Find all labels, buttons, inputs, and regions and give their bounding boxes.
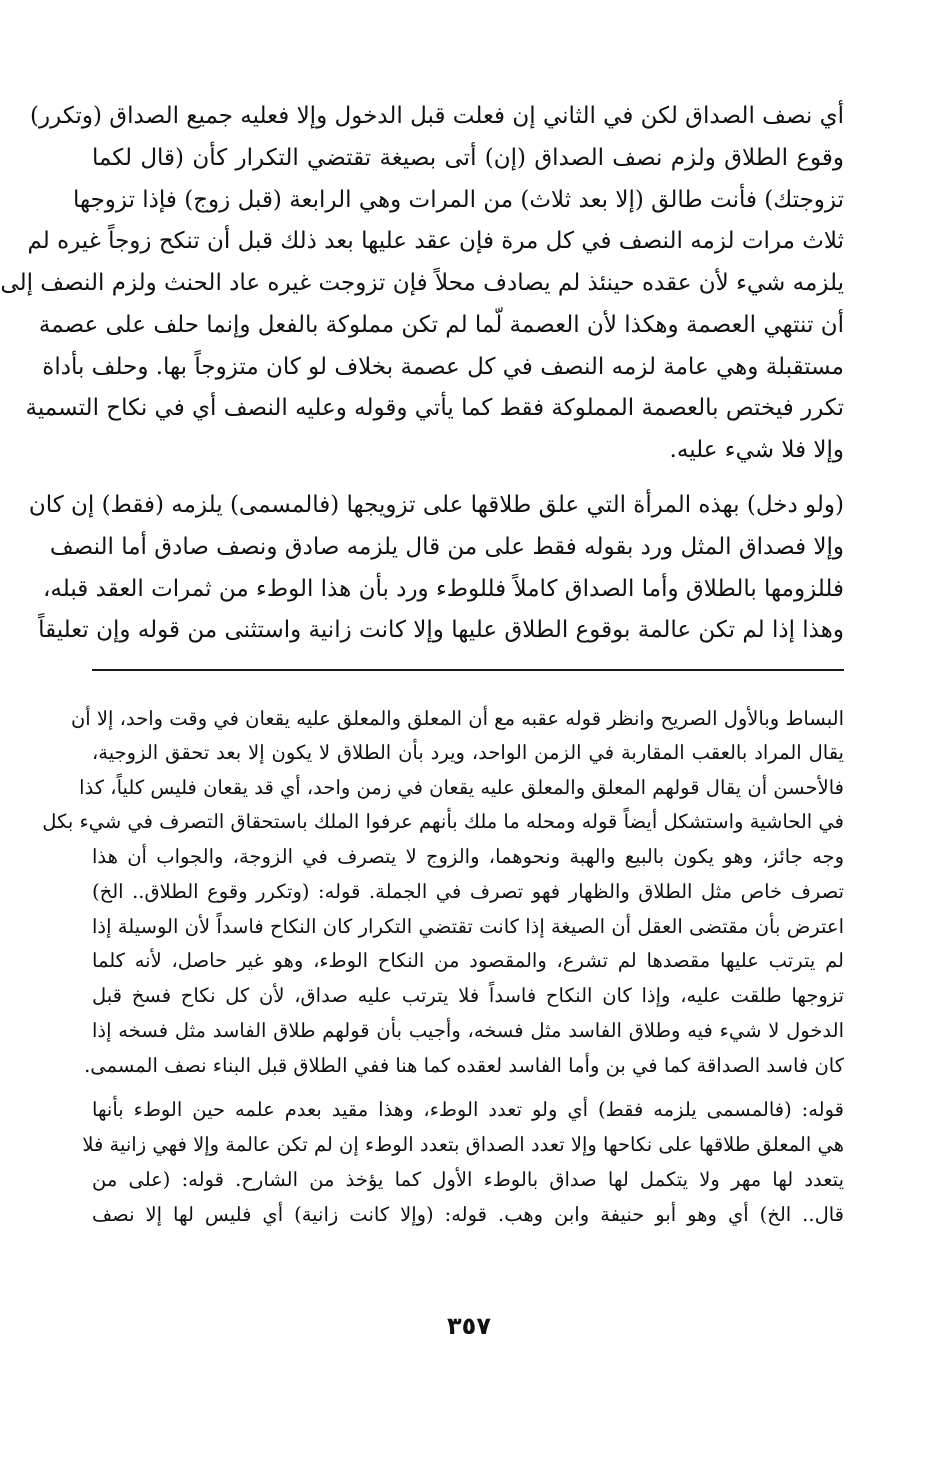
main-line: مستقبلة وهي عامة لزمه النصف في كل عصمة بخلاف لو كان متزوجاً بها. وحلف بأداة [42, 354, 844, 380]
footnote-line: تزوجها طلقت عليه، وإذا كان النكاح فاسداً فلا يترتب عليه صداق، لأن كل نكاح فسخ قبل [92, 984, 844, 1007]
footnote-line: لم يترتب عليها مقصدها لم تشرع، والمقصود من النكاح الوطء، وهو غير حاصل، لأنه كلما [92, 949, 844, 972]
main-line: (ولو دخل) بهذه المرأة التي علق طلاقها على تزويجها (فالمسمى) يلزمه (فقط) إن كان [28, 492, 844, 518]
main-line: وإلا فصداق المثل ورد بقوله فقط على من قال يلزمه صادق ونصف صادق أما النصف [49, 534, 844, 560]
footnote-line: اعترض بأن مقتضى العقل أن الصيغة إذا كانت تقتضي التكرار كان النكاح فاسداً لأن الوسيلة إذا [92, 915, 844, 938]
footnote-line: تصرف خاص مثل الطلاق والظهار فهو تصرف في الجملة. قوله: (وتكرر وقوع الطلاق.. الخ) [92, 880, 844, 903]
main-line: فللزومها بالطلاق وأما الصداق كاملاً فللوطء ورد بأن هذا الوطء من ثمرات العقد قبله، [43, 576, 844, 602]
main-line: وهذا إذا لم تكن عالمة بوقوع الطلاق عليها وإلا كانت زانية واستثنى من قوله وإن تعليقاً [38, 617, 844, 643]
footnote-line: يقال المراد بالعقب المقاربة في الزمن الواحد، ويرد بأن الطلاق لا يكون إلا بعد تحقق الزوجية، [92, 741, 844, 764]
footnote-line: فالأحسن أن يقال قولهم المعلق والمعلق عليه يقعان في زمن واحد، أي قد يقعان فليس كلياً، كذا [79, 776, 844, 799]
main-line: تزوجتك) فأنت طالق (إلا بعد ثلاث) من المرات وهي الرابعة (قبل زوج) فإذا تزوجها [72, 187, 844, 213]
main-line: أي نصف الصداق لكن في الثاني إن فعلت قبل الدخول وإلا فعليه جميع الصداق (وتكرر) [30, 103, 844, 129]
footnote-line: في الحاشية واستشكل أيضاً قوله ومحله ما ملك بأنهم عرفوا الملك باستحقاق التصرف في شيء بكل [42, 810, 844, 833]
page-number: ٣٥٧ [447, 1312, 491, 1340]
footnote-line: وجه جائز، وهو يكون بالبيع والهبة ونحوهما، والزوج لا يتصرف في الزوجة، والجواب أن هذا [92, 845, 844, 868]
footnote-line: قال.. الخ) أي وهو أبو حنيفة وابن وهب. قوله: (وإلا كانت زانية) أي فليس لها إلا نصف [92, 1203, 844, 1226]
footnote-line: يتعدد لها مهر ولا يتكمل لها صداق بالوطء الأول كما يؤخذ من الشارح. قوله: (على من [92, 1168, 844, 1191]
footnote-line: البساط وبالأول الصريح وانظر قوله عقبه مع أن المعلق والمعلق عليه يقعان في وقت واحد، إلا أن [70, 707, 844, 730]
footnote-line: هي المعلق طلاقها على نكاحها وإلا تعدد الصداق بتعدد الوطء إن لم تكن عالمة وإلا فهي زانية فلا [82, 1133, 844, 1156]
main-line: وقوع الطلاق ولزم نصف الصداق (إن) أتى بصيغة تقتضي التكرار كأن (قال لكما [92, 145, 844, 171]
main-line: وإلا فلا شيء عليه. [669, 437, 844, 463]
main-line: ثلاث مرات لزمه النصف في كل مرة فإن عقد عليها بعد ذلك قبل أن تنكح زوجاً غيره لم [27, 228, 844, 254]
main-line: يلزمه شيء لأن عقده حينئذ لم يصادف محلاً فإن تزوجت غيره عاد الحنث ولزم النصف إلى [0, 270, 844, 296]
footnote-line: كان فاسد الصداقة كما في بن وأما الفاسد لعقده كما هنا ففي الطلاق قبل البناء نصف المسمى. [84, 1054, 844, 1077]
footnote-line: الدخول لا شيء فيه وطلاق الفاسد مثل فسخه، وأجيب بأن قولهم طلاق الفاسد مثل فسخه إذا [92, 1019, 844, 1042]
main-line: أن تنتهي العصمة وهكذا لأن العصمة لّما لم تكن مملوكة بالفعل وإنما حلف على عصمة [38, 312, 844, 338]
footnote-line: قوله: (فالمسمى يلزمه فقط) أي ولو تعدد الوطء، وهذا مقيد بعدم علمه حين الوطء بأنها [92, 1098, 844, 1121]
main-line: تكرر فيختص بالعصمة المملوكة فقط كما يأتي وقوله وعليه النصف أي في نكاح التسمية [25, 395, 844, 421]
footnote-separator [92, 669, 844, 671]
